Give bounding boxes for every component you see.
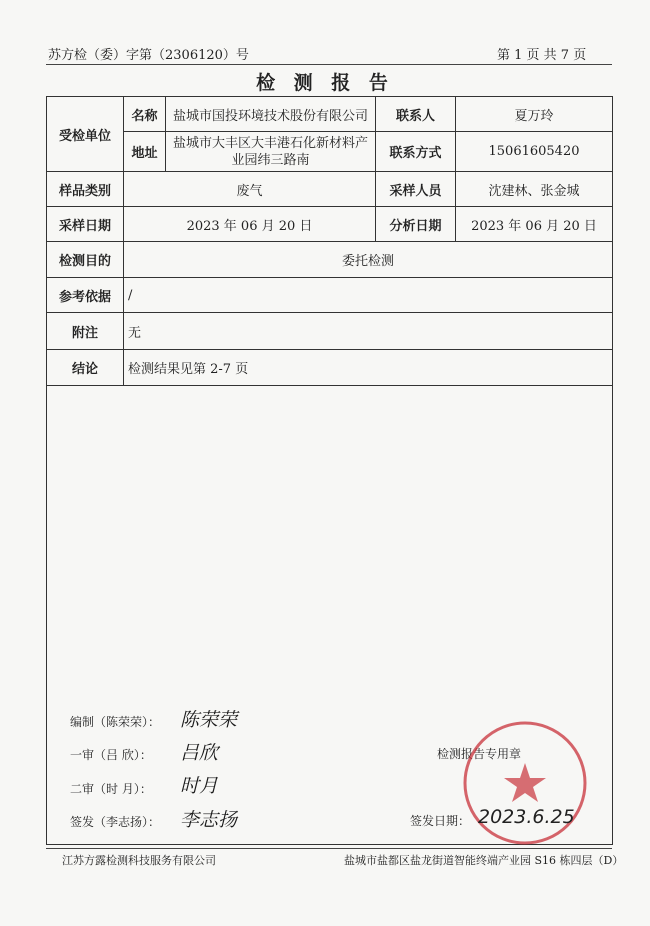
review1-signature: 吕欣 <box>180 742 219 764</box>
page-info: 第 1 页 共 7 页 <box>497 48 587 63</box>
review1-label: 一审（吕 欣）： <box>70 748 152 762</box>
address-label: 地址 <box>124 132 166 172</box>
footer-company: 江苏方露检测科技服务有限公司 <box>62 854 216 867</box>
sampler-value: 沈建林、张金城 <box>456 172 613 207</box>
footer-divider <box>46 848 612 849</box>
phone-value: 15061605420 <box>456 132 613 172</box>
analysis-date: 2023 年 06 月 20 日 <box>456 207 613 242</box>
sample-type: 废气 <box>124 172 376 207</box>
note-label: 附注 <box>47 313 124 350</box>
review2-signature: 时月 <box>180 775 219 797</box>
basis-label: 参考依据 <box>47 278 124 313</box>
approve-label: 签发（李志扬）： <box>70 815 161 829</box>
review2-label: 二审（时 月）： <box>70 782 152 796</box>
report-number: 苏方检（委）字第（2306120）号 <box>48 48 249 63</box>
name-label: 名称 <box>124 97 166 132</box>
editor-label: 编制（陈荣荣）： <box>70 715 161 729</box>
client-name: 盐城市国投环境技术股份有限公司 <box>166 97 376 132</box>
header-divider <box>46 64 612 65</box>
client-address: 盐城市大丰区大丰港石化新材料产业园纬三路南 <box>166 132 376 172</box>
purpose-value: 委托检测 <box>124 242 613 278</box>
purpose-label: 检测目的 <box>47 242 124 278</box>
page-title: 检 测 报 告 <box>256 72 394 94</box>
conclusion-value: 检测结果见第 2-7 页 <box>124 350 613 386</box>
sample-type-label: 样品类别 <box>47 172 124 207</box>
official-seal-stamp <box>460 718 590 848</box>
sampling-date: 2023 年 06 月 20 日 <box>124 207 376 242</box>
analysis-date-label: 分析日期 <box>376 207 456 242</box>
approve-signature: 李志扬 <box>180 809 238 831</box>
conclusion-label: 结论 <box>47 350 124 386</box>
contact-value: 夏万玲 <box>456 97 613 132</box>
phone-label: 联系方式 <box>376 132 456 172</box>
note-value: 无 <box>124 313 613 350</box>
seal-caption: 检测报告专用章 <box>437 747 522 761</box>
footer-address: 盐城市盐都区盐龙街道智能终端产业园 S16 栋四层（D） <box>344 854 624 867</box>
issue-date-signature: 2023.6.25 <box>478 806 575 828</box>
client-label: 受检单位 <box>47 97 124 172</box>
contact-label: 联系人 <box>376 97 456 132</box>
issue-date-label: 签发日期： <box>410 814 471 828</box>
sampler-label: 采样人员 <box>376 172 456 207</box>
editor-signature: 陈荣荣 <box>180 709 238 731</box>
basis-value: / <box>124 278 613 313</box>
sampling-date-label: 采样日期 <box>47 207 124 242</box>
